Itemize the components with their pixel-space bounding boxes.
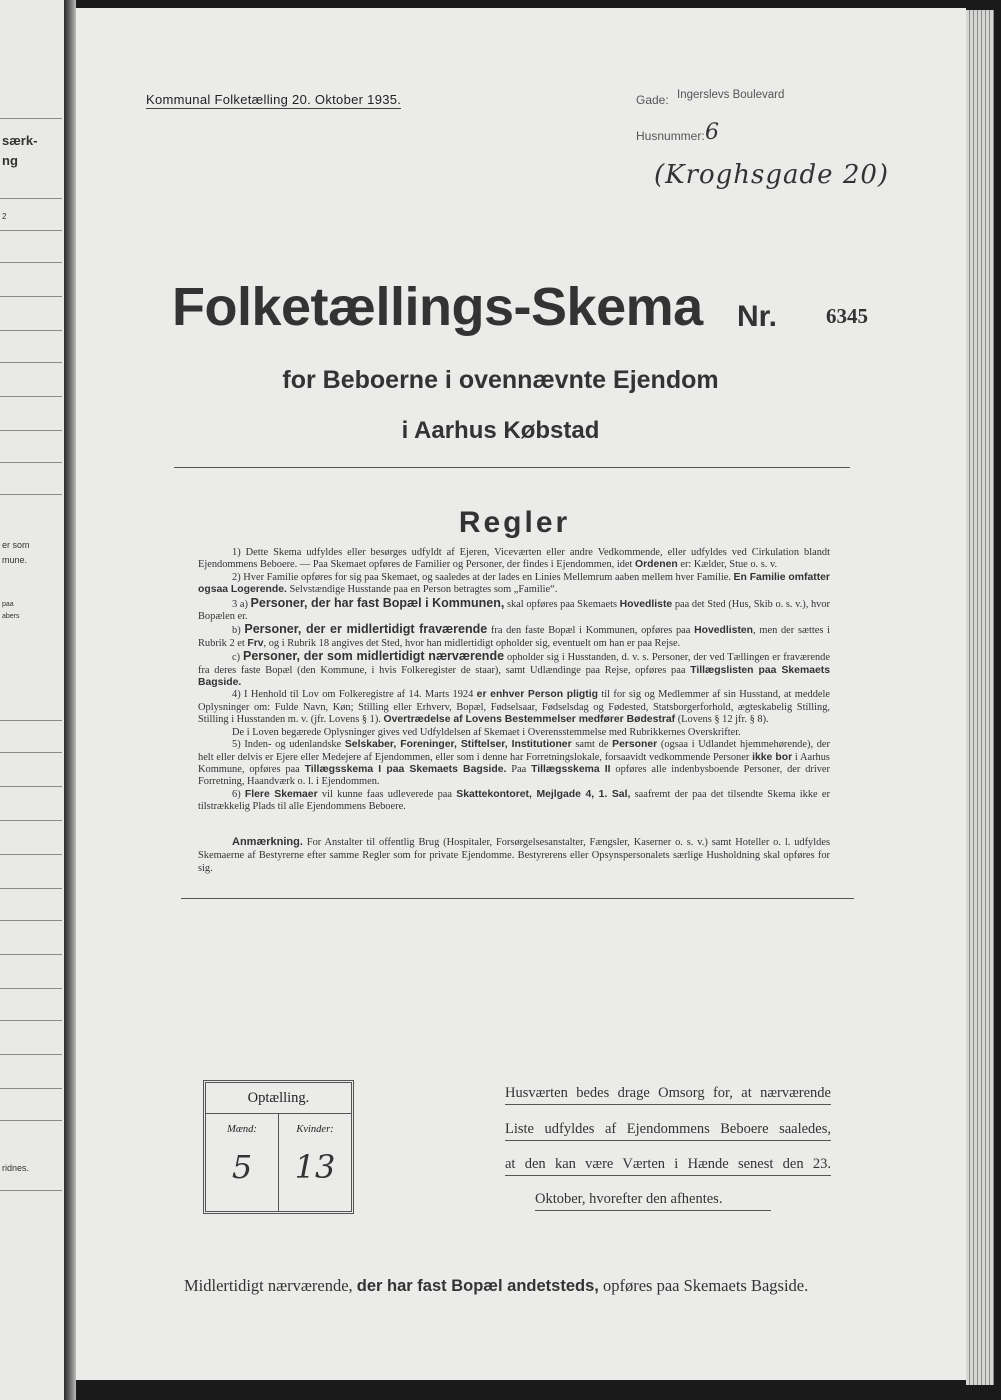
rules-text [198,547,830,814]
ruled-line [0,854,62,855]
form-subtitle: for Beboerne i ovennævnte Ejendom [282,366,719,394]
ruled-line [0,118,62,119]
women-column [279,1114,351,1211]
ruled-line [0,262,62,263]
ruled-line [0,920,62,921]
ruled-line [0,954,62,955]
rule-2: 2) Hver Familie opføres for sig paa Skemaet, og saaledes at der lades en Linies Mellemrum aaben mellem hver Familie. En Familie omfatter ogsaa Logerende. Selvstændige Husstande paa en Person betragtes som „Familie“. [198,571,830,596]
ruled-line [0,230,62,231]
rule-3c: c) Personer, der som midlertidigt nærværende opholder sig i Husstanden, d. v. s. Personer, der ved Tællingen er fraværende fra deres faste Bopæl (den Kommune, i hvis Folkeregister de staar), samt Udlændinge paa Rejse, opføres paa Tillægslisten paa Skemaets Bagside. [198,649,830,689]
form-title: Folketællings-Skema [172,277,703,337]
prev-page-text: ridnes. [2,1163,30,1173]
house-number-label: Husnummer: [636,129,705,143]
ruled-line [0,362,62,363]
men-count: 5 [231,1148,253,1186]
prev-page-text: mune. [2,555,28,565]
handwritten-address-note: (Kroghsgade 20) [654,160,890,190]
street-value: Ingerslevs Boulevard [677,89,785,101]
ruled-line [0,888,62,889]
ruled-line [0,396,62,397]
divider-line [181,898,854,899]
rule-3a: 3 a) Personer, der har fast Bopæl i Kommunen, skal opføres paa Skemaets Hovedliste paa det Sted (Hus, Skib o. s. v.), hvor Bopælen er. [198,595,831,623]
ruled-line [0,462,62,463]
previous-page-edge [0,0,66,1400]
ruled-line [0,330,62,331]
host-notice-line: Husværten bedes drage Omsorg for, at nærværende [505,1085,831,1101]
ruled-line [0,1088,62,1089]
prev-page-text: er som [2,540,30,550]
ruled-line [0,1190,62,1191]
host-notice-line: Oktober, hvorefter den afhentes. [535,1191,723,1207]
form-number-value: 6345 [826,304,868,328]
rule-4: 4) I Henhold til Lov om Folkeregistre af 14. Marts 1924 er enhver Person pligtig til for sig og Medlemmer af sin Husstand, at meddele Oplysninger om: Fulde Navn, Køn; Stilling eller Erhverv, Bopæl, Fødselsaar, Fødselsdag og Fødested, Statsborgerforhold, ægteskabelig Stilling, Stilling i Husstanden m. v. (jfr. Lovens § 1). Overtrædelse af Lovens Bestemmelser medfører Bødestraf (Lovens § 12 jfr. § 8). [198,689,831,726]
host-notice-line: Liste udfyldes af Ejendommens Beboere saaledes, [505,1121,831,1137]
ruled-line [0,494,62,495]
ruled-line [0,752,62,753]
prev-page-text: abers [2,613,20,620]
annotation-note: Anmærkning. For Anstalter til offentlig Brug (Hospitaler, Forsørgelsesanstalter, Fængsler, Kaserner o. s. v.) samt Hoteller o. l. udfyldes Skemaerne af Bestyrerne efter samme Regler som for private Ejendomme. Bestyrerens eller Opsynspersonalets særlige Husholdning skal opføres for sig. [198,836,830,874]
host-notice-rule [505,1175,831,1176]
women-count: 13 [294,1148,336,1186]
rules-heading: Regler [458,506,571,539]
ruled-line [0,296,62,297]
footer-note: Midlertidigt nærværende, der har fast Bopæl andetsteds, opføres paa Skemaets Bagside. [184,1276,809,1295]
census-header: Kommunal Folketælling 20. Oktober 1935. [146,92,402,107]
ruled-line [0,720,62,721]
men-label: Mænd: [227,1124,257,1135]
ruled-line [0,1120,62,1121]
ruled-line [0,198,62,199]
form-location: i Aarhus Købstad [401,417,600,444]
host-notice-rule [535,1210,771,1211]
prev-page-text: 2 [2,212,7,221]
rule-1: 1) Dette Skema udfyldes eller besørges udfyldt af Ejeren, Viceværten eller andre Vedkommende, eller udfyldes ved Cirkulation blandt Ejendommens Beboere. — Paa Skemaet opføres de Familier og Personer, der findes i Ejendommen, idet Ordenen er: Kælder, Stue o. s. v. [198,547,830,571]
ruled-line [0,1020,62,1021]
ruled-line [0,988,62,989]
ruled-line [0,1054,62,1055]
prev-page-text: paa [2,601,14,608]
count-box [203,1080,354,1214]
form-number-label: Nr. [737,300,778,333]
book-gutter [64,0,76,1400]
men-column [206,1114,279,1211]
host-notice-line: at den kan være Værten i Hænde senest den 23. [505,1156,831,1172]
rule-5: 5) Inden- og udenlandske Selskaber, Foreninger, Stiftelser, Institutioner samt de Personer (ogsaa i Udlandet hjemmehørende), der helt eller delvis er Ejere eller Medejere af Ejendommen, eller som i denne har Forretningslokale, forsaavidt vedkommende Personer ikke bor i Aarhus Kommune, opføres paa Tillægsskema I paa Skemaets Bagside. Paa Tillægsskema II opføres alle indenbysboende Personer, der driver Forretning, Haandværk o. l. i Ejendommen. [198,739,831,788]
annotation-label: Anmærkning. [232,836,303,848]
ruled-line [0,786,62,787]
host-notice-rule [505,1104,831,1105]
page-edges [966,10,994,1385]
rule-3b: b) Personer, der er midlertidigt fraværende fra den faste Bopæl i Kommunen, opføres paa Hovedlisten, men der sættes i Rubrik 2 et Frv, og i Rubrik 18 angives det Sted, hvor han midlertidigt opholder sig, eventuelt om han er paa Rejse. [198,622,830,649]
count-title: Optælling. [206,1083,351,1114]
street-label: Gade: [636,93,669,107]
ruled-line [0,820,62,821]
women-label: Kvinder: [296,1124,334,1135]
rule-6: 6) Flere Skemaer vil kunne faas udleverede paa Skattekontoret, Mejlgade 4, 1. Sal, saafremt der paa det tilsendte Skema ikke er tilstrækkelig Plads til alle Ejendommens Beboere. [198,788,830,813]
rule-4-cont: De i Loven begærede Oplysninger gives ved Udfyldelsen af Skemaet i Overensstemmelse med Rubrikkernes Overskrifter. [232,726,741,738]
divider-line [174,467,850,468]
house-number-value: 6 [705,120,719,145]
host-notice-rule [505,1140,831,1141]
prev-page-text: særk- [2,133,38,148]
prev-page-text: ng [2,153,18,168]
